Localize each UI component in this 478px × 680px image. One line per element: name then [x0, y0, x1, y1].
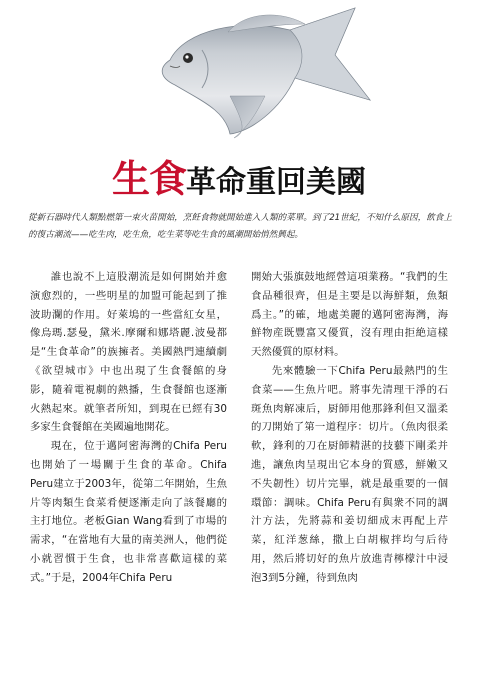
right-paragraph-2: 先來體驗一下Chifa Peru最熱門的生食菜——生魚片吧。將事先清理干淨的石斑魚肉解凍后，厨師用他那鋒利但又溫柔的刀開始了第一道程序：切片。（魚肉很柔軟，鋒利的刀在厨師精湛的技藝下剛柔并進，讓魚肉呈現出它本身的質感，鮮嫩又不失韌性）切片完畢，就是最重要的一個環節：調味。Chifa Peru有與衆不同的調汁方法，先將蒜和姜切細成末再配上芹菜，紅洋葱絲，撒上白胡椒拌均勻后待用，然后將切好的魚片放進青檸檬汁中浸泡3到5分鐘，待到魚肉: [251, 364, 448, 584]
left-column: [30, 268, 227, 588]
title-black-part: 革命重回美國: [186, 165, 366, 200]
right-column: [251, 268, 448, 588]
right-paragraph-1: 開始大張旗鼓地經營這項業務。“我們的生食品種很齊，但是主要是以海鮮類，魚類爲主。”的確，地處美麗的邁阿密海灣，海鮮物産既豐富又優質，沒有理由拒絶這樣天然優質的原材料。: [251, 271, 448, 359]
pomfret-fish-photo: [130, 0, 375, 140]
left-paragraph-2: 現在，位于邁阿密海灣的Chifa Peru也開始了一場關于生食的革命。Chifa Peru建立于2003年，從第二年開始，生魚片等肉類生食菜肴便逐漸走向了該餐廳的主打地位。老板Gian Wang看到了市場的需求，“在當地有大量的南美洲人，他們從小就習慣于生食，也非常喜歡這樣的菜式。”于是，2004年Chifa Peru: [30, 440, 227, 584]
intro-text: 從新石器時代人類點燃第一束火苗開始，烹飪食物就開始進入人類的菜單。到了21世紀，不知什么原因，飲食上的復古潮流——吃生肉，吃生魚，吃生菜等吃生食的風潮開始悄然興起。: [28, 213, 452, 240]
page-title: [0, 148, 478, 203]
left-paragraph-1: 誰也說不上這股潮流是如何開始并愈演愈烈的，一些明星的加盟可能起到了推波助瀾的作用。好萊塢的一些當紅女星，像烏瑪.瑟曼，黛米.摩爾和娜塔麗.波曼都是“生食革命”的族擁者。美國熱門連續劇《欲望城市》中也出現了生食餐館的身影，隨着電視劇的熱播，生食餐館也逐漸火熱起來。就筆者所知，到現在已經有30多家生食餐館在美國遍地開花。: [30, 271, 227, 434]
title-red-part: 生食: [111, 156, 186, 201]
